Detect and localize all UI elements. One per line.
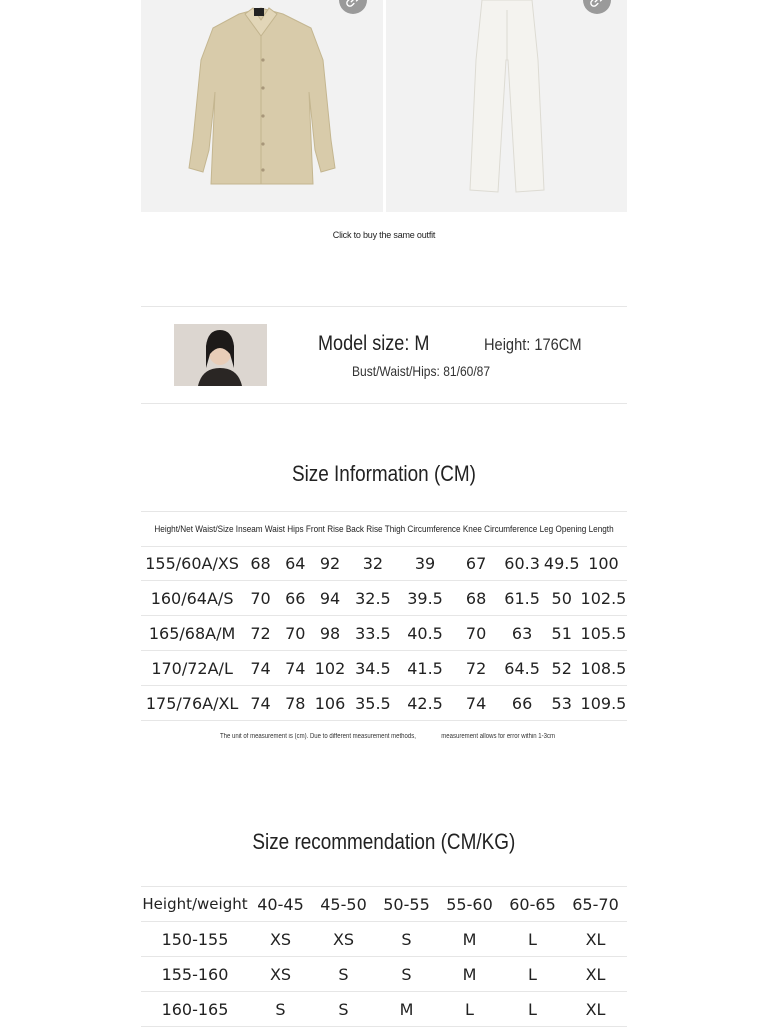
- recommendation-cell: 45-50: [312, 887, 375, 922]
- recommendation-cell: XS: [312, 922, 375, 957]
- size-cell: 32: [347, 546, 398, 581]
- size-cell: 72: [452, 651, 501, 686]
- size-cell: 32.5: [347, 581, 398, 616]
- size-cell: 102: [313, 651, 348, 686]
- size-cell: 53: [544, 686, 580, 721]
- size-cell: 74: [452, 686, 501, 721]
- size-cell: 94: [313, 581, 348, 616]
- size-cell: 42.5: [398, 686, 451, 721]
- size-cell: 70: [243, 581, 278, 616]
- size-cell: 100: [580, 546, 627, 581]
- size-cell: 66: [501, 686, 544, 721]
- size-cell: 33.5: [347, 616, 398, 651]
- size-cell: 70: [452, 616, 501, 651]
- recommendation-cell: S: [249, 992, 312, 1027]
- size-cell: 39: [398, 546, 451, 581]
- size-cell: 74: [243, 651, 278, 686]
- size-cell: 78: [278, 686, 313, 721]
- size-cell: 40.5: [398, 616, 451, 651]
- recommendation-cell: 160-165: [141, 992, 249, 1027]
- size-cell: 60.3: [501, 546, 544, 581]
- size-cell: 50: [544, 581, 580, 616]
- size-cell: 68: [452, 581, 501, 616]
- recommendation-cell: 50-55: [375, 887, 438, 922]
- size-cell: 105.5: [580, 616, 627, 651]
- recommendation-cell: XL: [564, 957, 627, 992]
- recommendation-row: [141, 922, 627, 957]
- size-cell: 98: [313, 616, 348, 651]
- model-photo: [174, 324, 267, 386]
- size-info-title: Size Information (CM): [291, 461, 476, 486]
- trousers-image: [386, 0, 628, 212]
- size-info-table: [141, 546, 627, 721]
- recommendation-cell: XS: [249, 957, 312, 992]
- recommendation-cell: XL: [564, 922, 627, 957]
- buy-same-outfit-link[interactable]: Click to buy the same outfit: [332, 230, 436, 240]
- recommendation-cell: XL: [564, 992, 627, 1027]
- size-cell: 39.5: [398, 581, 451, 616]
- size-cell: 108.5: [580, 651, 627, 686]
- recommendation-row: [141, 992, 627, 1027]
- product-shirt-card[interactable]: [141, 0, 383, 212]
- recommendation-row: [141, 957, 627, 992]
- recommendation-cell: L: [501, 957, 564, 992]
- recommendation-cell: L: [501, 992, 564, 1027]
- divider: [141, 306, 627, 307]
- size-cell: 175/76A/XL: [141, 686, 243, 721]
- size-cell: 63: [501, 616, 544, 651]
- shirt-image: [141, 0, 382, 212]
- outfit-products: [141, 0, 627, 212]
- size-cell: 170/72A/L: [141, 651, 243, 686]
- recommendation-cell: XS: [249, 922, 312, 957]
- size-row: [141, 686, 627, 721]
- size-cell: 106: [313, 686, 348, 721]
- size-cell: 64: [278, 546, 313, 581]
- size-cell: 160/64A/S: [141, 581, 243, 616]
- recommendation-cell: M: [438, 957, 501, 992]
- recommendation-cell: S: [312, 957, 375, 992]
- size-cell: 61.5: [501, 581, 544, 616]
- recommendation-cell: 150-155: [141, 922, 249, 957]
- recommendation-cell: 55-60: [438, 887, 501, 922]
- size-row: [141, 651, 627, 686]
- model-height: Height: 176CM: [484, 335, 582, 354]
- size-cell: 41.5: [398, 651, 451, 686]
- size-cell: 64.5: [501, 651, 544, 686]
- size-cell: 92: [313, 546, 348, 581]
- size-row: [141, 581, 627, 616]
- size-info-header: Height/Net Waist/Size Inseam Waist Hips Front Rise Back Rise Thigh Circumference Knee Circumference Leg Opening Length: [141, 511, 627, 547]
- size-cell: 67: [452, 546, 501, 581]
- size-cell: 35.5: [347, 686, 398, 721]
- product-trousers-card[interactable]: [386, 0, 628, 212]
- size-cell: 72: [243, 616, 278, 651]
- recommendation-cell: L: [501, 922, 564, 957]
- size-row: [141, 616, 627, 651]
- recommendation-header-row: [141, 887, 627, 922]
- recommendation-cell: S: [375, 922, 438, 957]
- size-cell: 66: [278, 581, 313, 616]
- recommendation-cell: 40-45: [249, 887, 312, 922]
- recommendation-cell: 155-160: [141, 957, 249, 992]
- size-cell: 49.5: [544, 546, 580, 581]
- recommendation-cell: Height/weight: [141, 887, 249, 922]
- recommendation-cell: L: [438, 992, 501, 1027]
- size-cell: 34.5: [347, 651, 398, 686]
- recommendation-cell: S: [312, 992, 375, 1027]
- model-measurements: Bust/Waist/Hips: 81/60/87: [352, 363, 491, 379]
- size-cell: 51: [544, 616, 580, 651]
- recommendation-cell: M: [438, 922, 501, 957]
- size-recommendation-table: [141, 886, 627, 1027]
- size-cell: 74: [243, 686, 278, 721]
- size-cell: 70: [278, 616, 313, 651]
- recommendation-cell: S: [375, 957, 438, 992]
- divider: [141, 403, 627, 404]
- size-cell: 74: [278, 651, 313, 686]
- measurement-note: The unit of measurement is (cm). Due to different measurement methods, measurement allows for error within 1-3cm: [219, 733, 555, 740]
- size-cell: 102.5: [580, 581, 627, 616]
- size-row: [141, 546, 627, 581]
- size-cell: 109.5: [580, 686, 627, 721]
- recommendation-cell: 65-70: [564, 887, 627, 922]
- size-cell: 165/68A/M: [141, 616, 243, 651]
- model-size: Model size: M: [318, 332, 430, 355]
- recommendation-cell: M: [375, 992, 438, 1027]
- size-recommendation-title: Size recommendation (CM/KG): [252, 829, 516, 854]
- size-cell: 68: [243, 546, 278, 581]
- recommendation-cell: 60-65: [501, 887, 564, 922]
- size-cell: 155/60A/XS: [141, 546, 243, 581]
- size-cell: 52: [544, 651, 580, 686]
